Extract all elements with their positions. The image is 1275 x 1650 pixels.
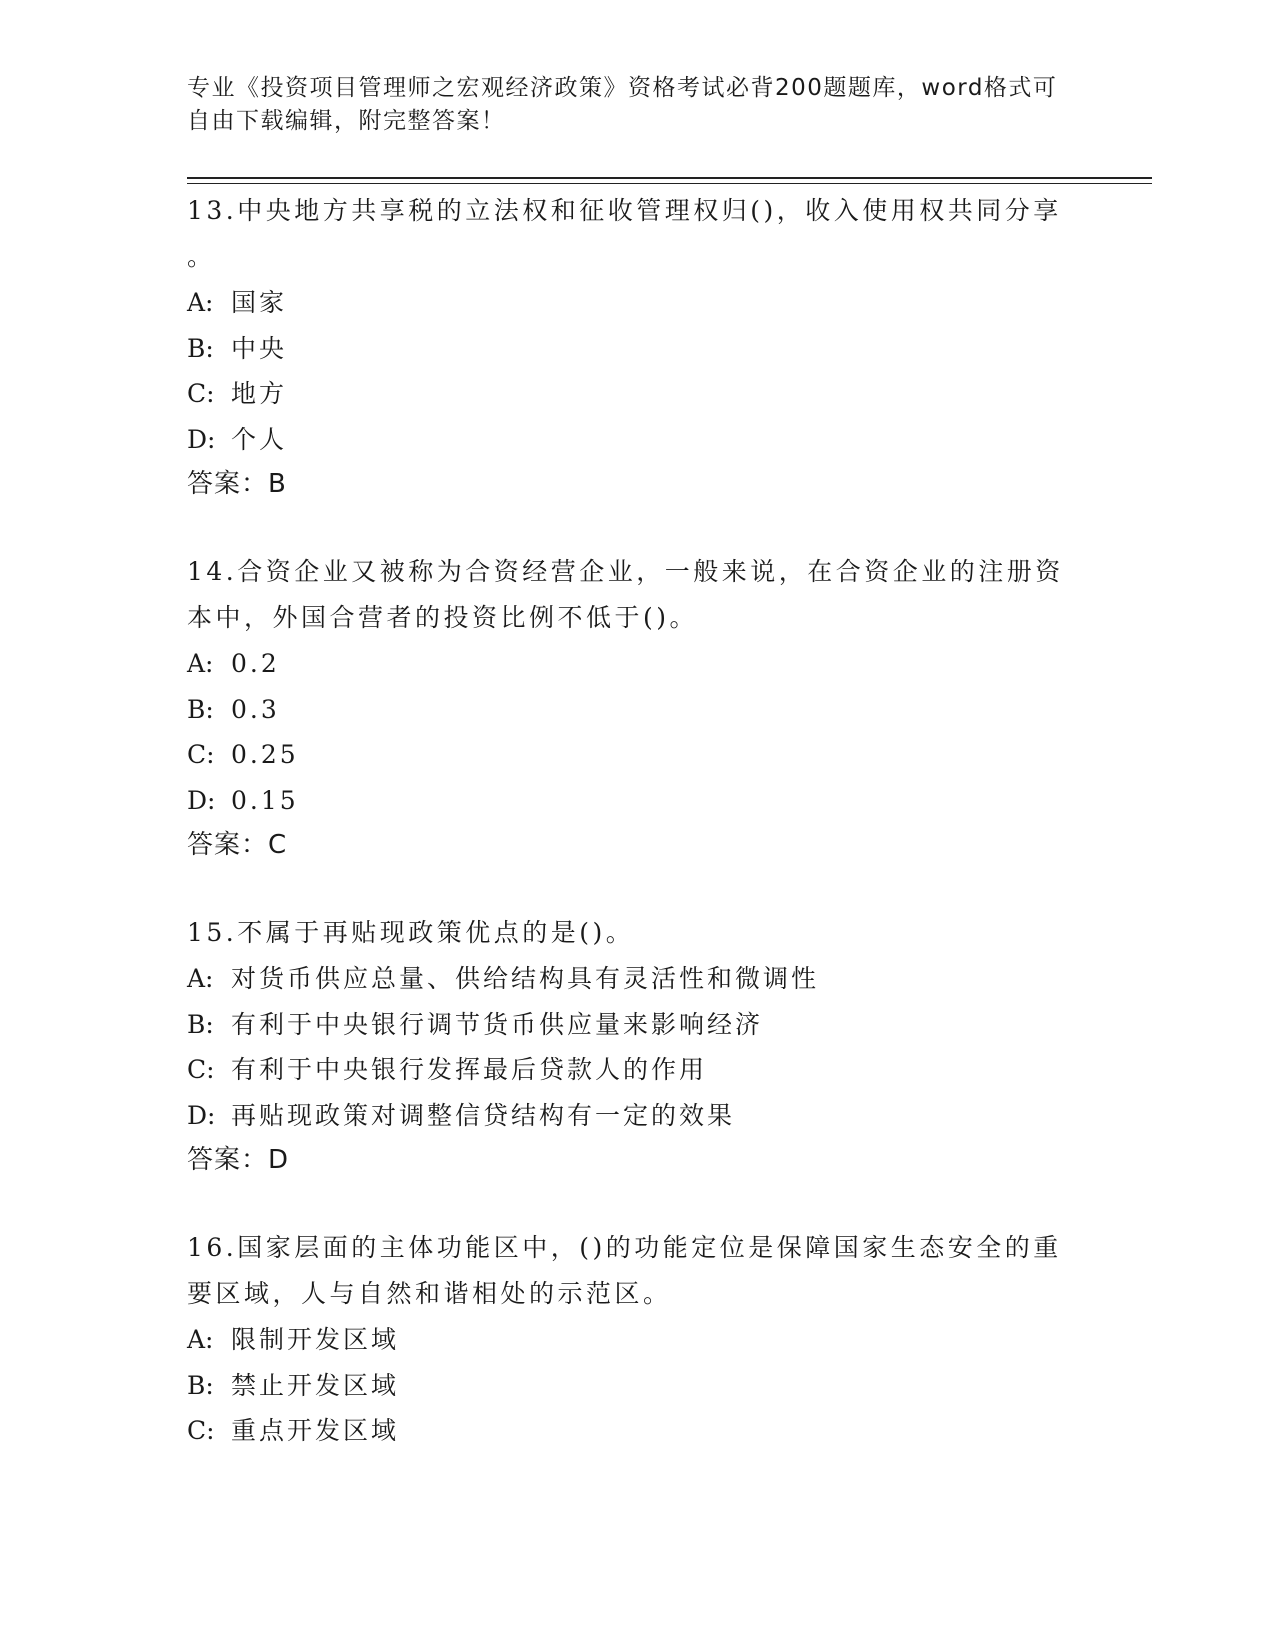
option-text: 0.3 [231, 694, 280, 724]
stem-line: 14.合资企业又被称为合资经营企业，一般来说，在合资企业的注册资 [187, 557, 1064, 586]
option-text: 有利于中央银行调节货币供应量来影响经济 [231, 1009, 764, 1039]
header-line-1: 专业《投资项目管理师之宏观经济政策》资格考试必背200题题库，word格式可 [187, 75, 1058, 101]
option-b [187, 326, 1087, 372]
option-a [187, 280, 1087, 326]
option-text: 0.15 [231, 785, 299, 815]
option-c [187, 732, 1087, 778]
option-label: A: [187, 1325, 214, 1354]
question-list [187, 188, 1087, 1497]
option-label: A: [187, 964, 214, 993]
option-text: 有利于中央银行发挥最后贷款人的作用 [231, 1055, 708, 1084]
option-label: B: [187, 1370, 214, 1400]
option-label: D: [187, 424, 216, 454]
option-d [187, 1093, 1087, 1139]
option-a [187, 641, 1087, 687]
stem-line: 16.国家层面的主体功能区中，()的功能定位是保障国家生态安全的重 [187, 1233, 1062, 1262]
stem-line: 要区域，人与自然和谐相处的示范区。 [187, 1279, 672, 1308]
question-15 [187, 910, 1087, 1182]
option-d [187, 778, 1087, 824]
option-text: 重点开发区域 [231, 1416, 400, 1445]
header-divider-thin [187, 183, 1152, 184]
option-text: 限制开发区域 [231, 1325, 400, 1354]
option-label: D: [187, 785, 216, 815]
question-stem [187, 188, 1087, 280]
option-d [187, 417, 1087, 463]
option-label: B: [187, 1009, 214, 1039]
header-line-2: 自由下载编辑，附完整答案！ [187, 108, 506, 134]
question-stem [187, 1225, 1087, 1317]
question-14 [187, 549, 1087, 867]
option-c [187, 371, 1087, 417]
option-b [187, 1002, 1087, 1048]
stem-line: 。 [187, 242, 216, 271]
option-text: 禁止开发区域 [231, 1370, 400, 1400]
answer-line: 答案：D [187, 1145, 290, 1175]
option-b [187, 687, 1087, 733]
option-text: 个人 [231, 424, 288, 454]
option-a [187, 956, 1087, 1002]
answer-line: 答案：B [187, 469, 287, 499]
option-label: B: [187, 333, 214, 363]
stem-line: 15.不属于再贴现政策优点的是()。 [187, 918, 635, 947]
option-label: D: [187, 1100, 216, 1130]
option-c [187, 1047, 1087, 1093]
option-label: B: [187, 694, 214, 724]
question-16 [187, 1225, 1087, 1454]
question-stem [187, 549, 1087, 641]
document-header [187, 72, 1067, 138]
option-label: C: [187, 740, 215, 769]
option-text: 0.25 [231, 740, 299, 769]
option-c [187, 1408, 1087, 1454]
option-text: 国家 [231, 288, 288, 317]
header-divider-thick [187, 177, 1152, 179]
answer-line: 答案：C [187, 830, 288, 860]
option-text: 0.2 [231, 649, 280, 678]
stem-line: 13.中央地方共享税的立法权和征收管理权归()，收入使用权共同分享 [187, 196, 1062, 225]
option-label: C: [187, 1055, 215, 1084]
option-label: C: [187, 379, 215, 408]
option-text: 对货币供应总量、供给结构具有灵活性和微调性 [231, 964, 820, 993]
option-text: 再贴现政策对调整信贷结构有一定的效果 [231, 1100, 736, 1130]
option-label: A: [187, 288, 214, 317]
option-text: 地方 [231, 379, 288, 408]
option-text: 中央 [231, 333, 288, 363]
option-b [187, 1363, 1087, 1409]
option-label: A: [187, 649, 214, 678]
question-13 [187, 188, 1087, 506]
option-label: C: [187, 1416, 215, 1445]
option-a [187, 1317, 1087, 1363]
stem-line: 本中，外国合营者的投资比例不低于()。 [187, 603, 699, 632]
question-stem [187, 910, 1087, 956]
